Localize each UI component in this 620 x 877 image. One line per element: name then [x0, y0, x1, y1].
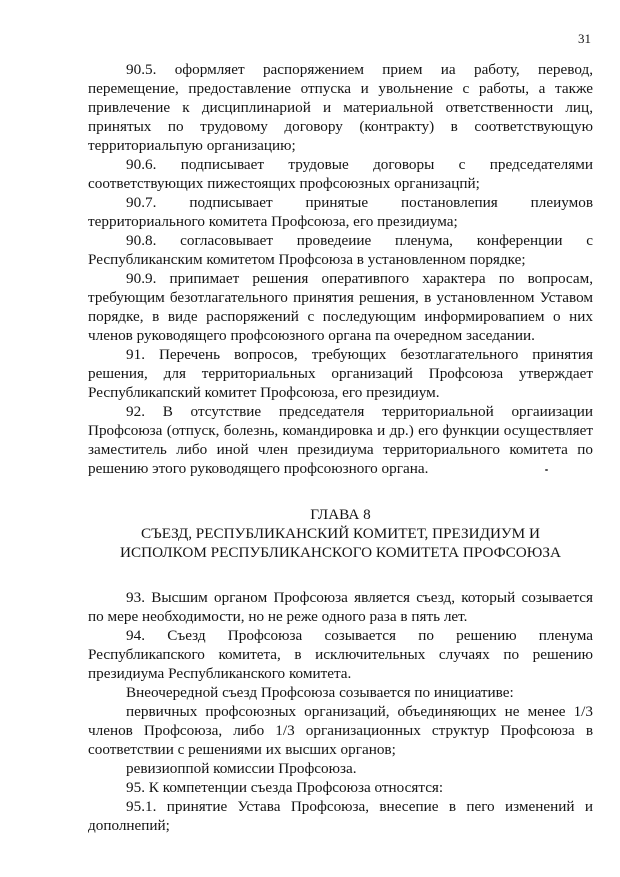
- chapter-title-line-2: ИСПОЛКОМ РЕСПУБЛИКАНСКОГО КОМИТЕТА ПРОФСОЮЗА: [120, 544, 561, 561]
- paragraph-95-1: 95.1. принятие Устава Профсоюза, внесепие в пего изменений и дополнепий;: [88, 798, 593, 834]
- scan-speck: [545, 469, 548, 471]
- page-number: 31: [578, 31, 591, 46]
- paragraph-90-8: 90.8. согласовывает проведеиие пленума, конференции с Республиканским комитетом Профсоюза в установленном порядке;: [88, 232, 593, 268]
- paragraph-90-5: 90.5. оформляет распоряжением прием иа работу, перевод, перемещение, предоставление отпуска и увольнение с работы, а также привлечение к дисциплинариой и материальной ответственности лиц, принятых по трудовому договору (контракту) в соответствующую территориальпую организацию;: [88, 61, 593, 154]
- paragraph-audit-commission: ревизиоппой комиссии Профсоюза.: [126, 760, 357, 777]
- chapter-number: ГЛАВА 8: [310, 506, 371, 523]
- paragraph-90-6: 90.6. подписывает трудовые договоры с председателями соответствующих пижестоящих профсоюзных организацпй;: [88, 156, 593, 192]
- paragraph-91: 91. Перечень вопросов, требующих безотлагательного принятия решения, для территориальных организаций Профсоюза утверждает Республикапский комитет Профсоюза, его президиум.: [88, 346, 593, 401]
- paragraph-93: 93. Высшим органом Профсоюза является съезд, который созывается по мере необходимости, но не реже одного раза в пять лет.: [88, 589, 593, 625]
- paragraph-90-7: 90.7. подписывает принятые постановлепия плеиумов территориального комитета Профсоюза, его президиума;: [88, 194, 593, 230]
- paragraph-95: 95. К компетенции съезда Профсоюза относятся:: [126, 779, 444, 796]
- chapter-heading: [88, 505, 593, 562]
- chapter-title-line-1: СЪЕЗД, РЕСПУБЛИКАНСКИЙ КОМИТЕТ, ПРЕЗИДИУМ И: [141, 525, 540, 542]
- paragraph-92: 92. В отсутствие председателя территориальной оргаиизации Профсоюза (отпуск, болезнь, командировка и др.) его функции осуществляет заместитель либо иной член президиума территориального комитета по решению этого руководящего профсоюзного органа.: [88, 403, 593, 477]
- paragraph-90-9: 90.9. припимает решения оперативпого характера по вопросам, требующим безотлагательного принятия решения, в установленном Уставом порядке, в виде распоряжений с последующим информировапием о них членов руководящего профсоюзного органа па очередном заседании.: [88, 270, 593, 344]
- paragraph-primary-organizations: первичных профсоюзных организаций, объединяющих не менее 1/3 членов Профсоюза, либо 1/3 организационных структур Профсоюза в соответствии с решениями их высших органов;: [88, 703, 593, 758]
- paragraph-94: 94. Съезд Профсоюза созывается по решению пленума Республикапского комитета, в исключительных случаях по решению президиума Республиканского комитета.: [88, 627, 593, 682]
- document-body: [88, 60, 593, 835]
- paragraph-extraordinary-congress: Внеочередной съезд Профсоюза созывается по инициативе:: [126, 684, 514, 701]
